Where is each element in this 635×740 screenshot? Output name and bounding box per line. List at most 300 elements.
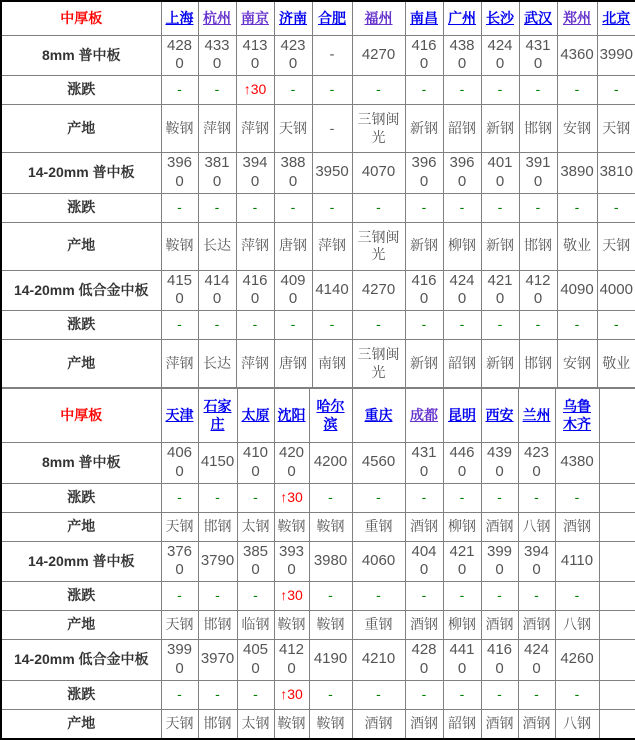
origin-cell: 鞍钢: [309, 512, 352, 541]
origin-cell: 新钢: [405, 105, 443, 153]
change-cell: -: [161, 582, 198, 611]
change-cell: -: [198, 483, 237, 512]
price-cell: 4330: [198, 35, 236, 76]
origin-cell: 酒钢: [518, 611, 555, 640]
change-cell: -: [161, 483, 198, 512]
change-cell: -: [198, 582, 237, 611]
change-cell: -: [274, 193, 312, 222]
change-cell: -: [198, 193, 236, 222]
row-label: 涨跌: [1, 193, 161, 222]
change-cell: -: [198, 311, 236, 340]
price-cell: 4240: [518, 640, 555, 681]
price-cell: 4230: [274, 35, 312, 76]
price-cell: 4560: [352, 443, 405, 484]
price-cell: 4160: [236, 270, 274, 311]
origin-cell: 鞍钢: [274, 611, 309, 640]
price-cell: 4160: [405, 35, 443, 76]
origin-cell: 萍钢: [161, 340, 198, 388]
city-header-cell: [312, 1, 352, 35]
price-cell: 3960: [443, 153, 481, 194]
change-cell: [599, 582, 635, 611]
change-cell: -: [274, 76, 312, 105]
city-link[interactable]: 长沙: [486, 9, 514, 26]
change-cell: -: [237, 680, 274, 709]
origin-cell: 重钢: [352, 512, 405, 541]
origin-cell: 萍钢: [198, 105, 236, 153]
table-row-origin: [1, 105, 635, 153]
origin-cell: 邯钢: [198, 709, 237, 739]
row-label: 8mm 普中板: [1, 443, 161, 484]
price-cell: 4410: [443, 640, 481, 681]
city-header-cell: [519, 1, 557, 35]
price-cell: 4050: [237, 640, 274, 681]
row-label: 产地: [1, 222, 161, 270]
origin-cell: 韶钢: [443, 709, 481, 739]
price-cell: 4160: [405, 270, 443, 311]
change-cell: -: [161, 76, 198, 105]
city-link[interactable]: 沈阳: [277, 406, 306, 423]
change-cell: -: [352, 76, 405, 105]
price-cell: 4240: [481, 35, 519, 76]
city-header-cell: [443, 389, 481, 443]
origin-cell: 南钢: [312, 340, 352, 388]
price-cell: 4130: [236, 35, 274, 76]
city-header-cell: [161, 1, 198, 35]
origin-cell: 唐钢: [274, 340, 312, 388]
origin-cell: 八钢: [518, 512, 555, 541]
change-cell: ↑30: [274, 680, 309, 709]
change-cell: -: [519, 76, 557, 105]
origin-cell: 三钢闽光: [352, 105, 405, 153]
city-link[interactable]: 昆明: [448, 406, 476, 423]
change-cell: -: [557, 193, 597, 222]
row-label: 产地: [1, 709, 161, 739]
origin-cell: 柳钢: [443, 222, 481, 270]
origin-cell: 天钢: [597, 222, 635, 270]
table-row-origin: [1, 512, 635, 541]
price-cell: 3850: [237, 541, 274, 582]
table-row-change: [1, 311, 635, 340]
change-cell: -: [518, 483, 555, 512]
row-label: 产地: [1, 105, 161, 153]
origin-cell: 酒钢: [481, 709, 518, 739]
table-row-price: [1, 443, 635, 484]
city-link[interactable]: 重庆: [364, 406, 393, 423]
price-cell: 4310: [405, 443, 443, 484]
city-header-cell: [555, 389, 599, 443]
origin-cell: 安钢: [557, 340, 597, 388]
table-row-price: [1, 541, 635, 582]
origin-cell: 萍钢: [236, 222, 274, 270]
city-header-cell: [198, 1, 236, 35]
price-cell: 4060: [352, 541, 405, 582]
origin-cell: 敬业: [557, 222, 597, 270]
change-cell: -: [161, 193, 198, 222]
price-cell: 4200: [274, 443, 309, 484]
change-cell: -: [481, 311, 519, 340]
origin-cell: 邯钢: [519, 340, 557, 388]
row-label: 涨跌: [1, 311, 161, 340]
price-cell: 3940: [236, 153, 274, 194]
city-link[interactable]: 武汉: [524, 9, 552, 26]
change-cell: -: [597, 76, 635, 105]
price-cell: [599, 640, 635, 681]
origin-cell: 酒钢: [352, 709, 405, 739]
price-cell: 4310: [519, 35, 557, 76]
change-cell: -: [518, 680, 555, 709]
origin-cell: 酒钢: [518, 709, 555, 739]
change-cell: [599, 483, 635, 512]
origin-cell: 鞍钢: [161, 105, 198, 153]
city-header-cell: [597, 1, 635, 35]
origin-cell: 邯钢: [519, 222, 557, 270]
change-cell: -: [405, 311, 443, 340]
origin-cell: 新钢: [405, 340, 443, 388]
price-cell: 3910: [519, 153, 557, 194]
origin-cell: [599, 709, 635, 739]
price-cell: 4110: [555, 541, 599, 582]
row-label: 14-20mm 普中板: [1, 541, 161, 582]
city-header-cell: [557, 1, 597, 35]
price-table-section-2: [0, 388, 635, 740]
row-label: 涨跌: [1, 76, 161, 105]
table-row-change: [1, 680, 635, 709]
city-header-cell: [237, 389, 274, 443]
price-cell: -: [312, 35, 352, 76]
price-cell: 4360: [557, 35, 597, 76]
price-cell: 4100: [237, 443, 274, 484]
change-cell: -: [481, 193, 519, 222]
price-cell: 4380: [443, 35, 481, 76]
change-cell: -: [352, 680, 405, 709]
origin-cell: 敬业: [597, 340, 635, 388]
price-cell: 4150: [198, 443, 237, 484]
city-link[interactable]: 石家庄: [203, 398, 232, 432]
price-cell: 3890: [557, 153, 597, 194]
change-cell: -: [443, 483, 481, 512]
city-header-cell: [405, 1, 443, 35]
table-row-origin: [1, 709, 635, 739]
price-cell: 3960: [405, 153, 443, 194]
price-cell: 4270: [352, 35, 405, 76]
origin-cell: 新钢: [481, 105, 519, 153]
city-header-cell: [481, 1, 519, 35]
origin-cell: 八钢: [555, 611, 599, 640]
row-label: 产地: [1, 340, 161, 388]
price-cell: 3990: [597, 35, 635, 76]
price-cell: 3880: [274, 153, 312, 194]
change-cell: -: [274, 311, 312, 340]
change-cell: -: [237, 582, 274, 611]
city-header-cell: [518, 389, 555, 443]
city-link[interactable]: 兰州: [522, 406, 551, 423]
table-row-price: [1, 270, 635, 311]
origin-cell: 韶钢: [443, 105, 481, 153]
row-label: 14-20mm 低合金中板: [1, 640, 161, 681]
price-cell: 4190: [309, 640, 352, 681]
origin-cell: 鞍钢: [161, 222, 198, 270]
change-cell: -: [405, 193, 443, 222]
change-cell: -: [481, 680, 518, 709]
table-row-origin: [1, 611, 635, 640]
origin-cell: 萍钢: [236, 105, 274, 153]
origin-cell: 天钢: [274, 105, 312, 153]
change-cell: -: [443, 193, 481, 222]
city-link[interactable]: 济南: [279, 9, 307, 26]
price-cell: 4140: [198, 270, 236, 311]
change-cell: -: [481, 582, 518, 611]
row-label: 涨跌: [1, 582, 161, 611]
price-cell: 4390: [481, 443, 518, 484]
origin-cell: 天钢: [161, 611, 198, 640]
origin-cell: 天钢: [161, 512, 198, 541]
change-cell: -: [555, 582, 599, 611]
origin-cell: 天钢: [597, 105, 635, 153]
city-link[interactable]: 福州: [364, 9, 393, 26]
change-cell: -: [405, 680, 443, 709]
row-label: 产地: [1, 611, 161, 640]
section-title-cell: 中厚板: [1, 1, 161, 35]
table-row-change: [1, 193, 635, 222]
table-row-origin: [1, 340, 635, 388]
city-header-cell: [481, 389, 518, 443]
change-cell: -: [161, 311, 198, 340]
table-row-price: [1, 153, 635, 194]
price-cell: 4260: [555, 640, 599, 681]
city-header-cell: [405, 389, 443, 443]
price-cell: 3930: [274, 541, 309, 582]
price-cell: 3790: [198, 541, 237, 582]
origin-cell: 韶钢: [443, 340, 481, 388]
price-cell: 4040: [405, 541, 443, 582]
change-cell: ↑30: [274, 582, 309, 611]
origin-cell: 天钢: [161, 709, 198, 739]
origin-cell: 酒钢: [481, 512, 518, 541]
change-cell: -: [597, 193, 635, 222]
change-cell: -: [352, 193, 405, 222]
origin-cell: 新钢: [481, 222, 519, 270]
city-link[interactable]: 广州: [448, 9, 476, 26]
change-cell: -: [519, 193, 557, 222]
city-header-cell: [309, 389, 352, 443]
change-cell: -: [405, 483, 443, 512]
origin-cell: 八钢: [555, 709, 599, 739]
table-row-change: [1, 483, 635, 512]
price-cell: 3810: [597, 153, 635, 194]
city-link[interactable]: 北京: [602, 9, 631, 26]
price-cell: 3990: [161, 640, 198, 681]
origin-cell: 唐钢: [274, 222, 312, 270]
change-cell: -: [519, 311, 557, 340]
price-cell: 4380: [555, 443, 599, 484]
origin-cell: 萍钢: [312, 222, 352, 270]
price-cell: [599, 541, 635, 582]
city-header-cell: [274, 1, 312, 35]
change-cell: [599, 680, 635, 709]
table-row-change: [1, 582, 635, 611]
price-cell: 3950: [312, 153, 352, 194]
city-header-cell: [274, 389, 309, 443]
origin-cell: 临钢: [237, 611, 274, 640]
table-row-price: [1, 640, 635, 681]
price-cell: 4120: [274, 640, 309, 681]
city-link[interactable]: 西安: [485, 406, 514, 423]
origin-cell: 萍钢: [236, 340, 274, 388]
price-cell: 4090: [274, 270, 312, 311]
price-cell: 3980: [309, 541, 352, 582]
change-cell: -: [352, 483, 405, 512]
section-title-cell: 中厚板: [1, 389, 161, 443]
origin-cell: 邯钢: [198, 611, 237, 640]
change-cell: -: [237, 483, 274, 512]
origin-cell: 柳钢: [443, 611, 481, 640]
origin-cell: 鞍钢: [309, 611, 352, 640]
city-header-cell: [352, 389, 405, 443]
price-cell: 4200: [309, 443, 352, 484]
city-link[interactable]: 合肥: [318, 9, 346, 26]
change-cell: -: [518, 582, 555, 611]
change-cell: -: [198, 680, 237, 709]
price-cell: 4120: [519, 270, 557, 311]
price-cell: 3940: [518, 541, 555, 582]
change-cell: -: [443, 311, 481, 340]
origin-cell: 长达: [198, 222, 236, 270]
change-cell: -: [443, 680, 481, 709]
price-cell: 4140: [312, 270, 352, 311]
price-cell: 4460: [443, 443, 481, 484]
origin-cell: 鞍钢: [274, 512, 309, 541]
origin-cell: 太钢: [237, 512, 274, 541]
city-header-cell: [236, 1, 274, 35]
price-cell: 4010: [481, 153, 519, 194]
header-row: [1, 1, 635, 35]
row-label: 产地: [1, 512, 161, 541]
origin-cell: -: [312, 105, 352, 153]
price-cell: 4240: [443, 270, 481, 311]
price-cell: 4230: [518, 443, 555, 484]
change-cell: -: [312, 193, 352, 222]
origin-cell: 鞍钢: [274, 709, 309, 739]
change-cell: -: [198, 76, 236, 105]
origin-cell: 安钢: [557, 105, 597, 153]
price-cell: 4280: [405, 640, 443, 681]
origin-cell: 三钢闽光: [352, 222, 405, 270]
table-row-change: [1, 76, 635, 105]
table-row-price: [1, 35, 635, 76]
change-cell: -: [312, 311, 352, 340]
price-cell: 4210: [443, 541, 481, 582]
city-header-cell: [198, 389, 237, 443]
city-link[interactable]: 成都: [410, 406, 438, 423]
row-label: 涨跌: [1, 680, 161, 709]
row-label: 涨跌: [1, 483, 161, 512]
change-cell: -: [557, 311, 597, 340]
price-cell: 4070: [352, 153, 405, 194]
price-cell: 4060: [161, 443, 198, 484]
price-cell: 3990: [481, 541, 518, 582]
origin-cell: 酒钢: [481, 611, 518, 640]
origin-cell: 重钢: [352, 611, 405, 640]
origin-cell: 酒钢: [555, 512, 599, 541]
origin-cell: 酒钢: [405, 709, 443, 739]
city-link[interactable]: 天津: [165, 406, 194, 423]
city-header-cell: [161, 389, 198, 443]
city-link[interactable]: 杭州: [203, 9, 231, 26]
change-cell: -: [555, 680, 599, 709]
origin-cell: 柳钢: [443, 512, 481, 541]
row-label: 14-20mm 低合金中板: [1, 270, 161, 311]
price-cell: 3970: [198, 640, 237, 681]
origin-cell: 长达: [198, 340, 236, 388]
row-label: 8mm 普中板: [1, 35, 161, 76]
change-cell: -: [443, 76, 481, 105]
price-cell: 3960: [161, 153, 198, 194]
origin-cell: 新钢: [405, 222, 443, 270]
price-cell: 4210: [352, 640, 405, 681]
change-cell: -: [352, 311, 405, 340]
origin-cell: 邯钢: [198, 512, 237, 541]
price-cell: 4090: [557, 270, 597, 311]
city-link[interactable]: 乌鲁木齐: [563, 398, 591, 432]
price-cell: 4000: [597, 270, 635, 311]
city-header-cell: [443, 1, 481, 35]
change-cell: ↑30: [274, 483, 309, 512]
row-label: 14-20mm 普中板: [1, 153, 161, 194]
change-cell: -: [405, 582, 443, 611]
change-cell: -: [236, 193, 274, 222]
table-row-origin: [1, 222, 635, 270]
change-cell: -: [555, 483, 599, 512]
change-cell: -: [481, 483, 518, 512]
city-link[interactable]: 上海: [165, 9, 194, 26]
origin-cell: 酒钢: [405, 611, 443, 640]
origin-cell: [599, 512, 635, 541]
change-cell: -: [309, 680, 352, 709]
price-cell: 4270: [352, 270, 405, 311]
price-cell: 3810: [198, 153, 236, 194]
change-cell: -: [309, 483, 352, 512]
origin-cell: 三钢闽光: [352, 340, 405, 388]
price-cell: 4280: [161, 35, 198, 76]
price-cell: 4210: [481, 270, 519, 311]
origin-cell: 酒钢: [405, 512, 443, 541]
price-cell: 4150: [161, 270, 198, 311]
change-cell: -: [557, 76, 597, 105]
city-header-cell: [352, 1, 405, 35]
change-cell: -: [597, 311, 635, 340]
change-cell: -: [236, 311, 274, 340]
change-cell: -: [443, 582, 481, 611]
change-cell: -: [352, 582, 405, 611]
origin-cell: 太钢: [237, 709, 274, 739]
price-cell: [599, 443, 635, 484]
city-link[interactable]: 郑州: [563, 9, 591, 26]
city-link[interactable]: 太原: [241, 406, 270, 423]
change-cell: -: [161, 680, 198, 709]
origin-cell: 新钢: [481, 340, 519, 388]
city-link[interactable]: 哈尔滨: [316, 398, 345, 432]
origin-cell: 鞍钢: [309, 709, 352, 739]
city-link[interactable]: 南京: [241, 9, 269, 26]
header-row: [1, 389, 635, 443]
change-cell: ↑30: [236, 76, 274, 105]
city-link[interactable]: 南昌: [410, 9, 438, 26]
change-cell: -: [312, 76, 352, 105]
change-cell: -: [481, 76, 519, 105]
origin-cell: [599, 611, 635, 640]
empty-header-cell: [599, 389, 635, 443]
price-cell: 4160: [481, 640, 518, 681]
